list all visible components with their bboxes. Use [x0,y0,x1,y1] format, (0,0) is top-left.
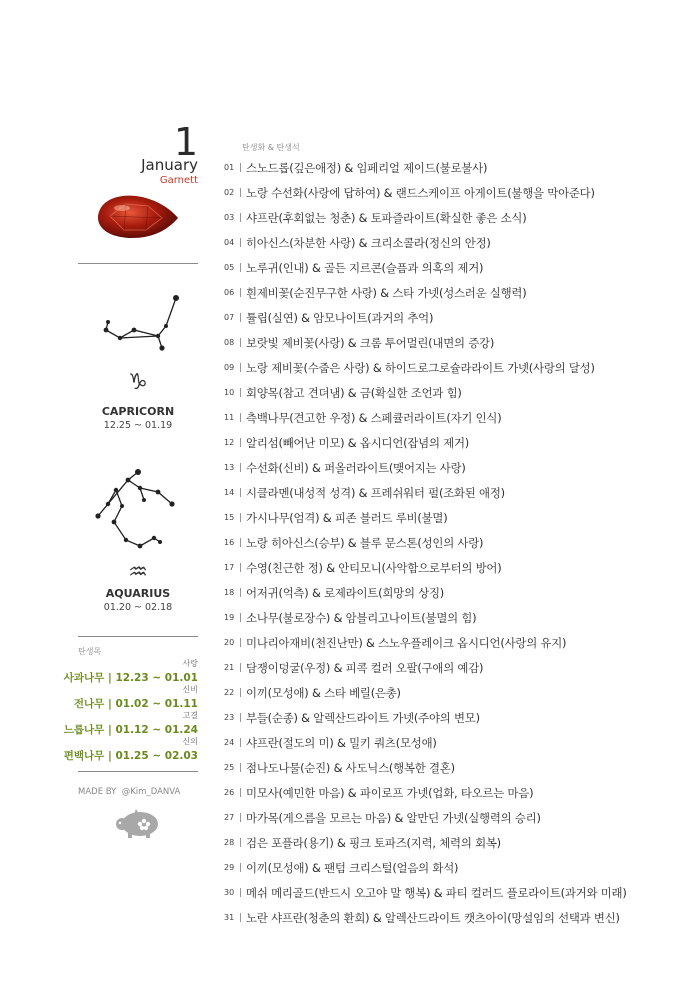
capricorn-symbol-icon: ♑ [128,370,148,395]
list-item [224,630,694,655]
capricorn-name: CAPRICORN [101,405,175,418]
flower-and-stone: 회양목(참고 견뎌냄) & 금(확실한 조언과 힘) [246,385,462,400]
day-label: 01 [224,163,235,172]
aquarius-constellation-icon [88,460,198,560]
tree-row [63,659,198,684]
tree-line: 느릅나무 | 01.12 ~ 01.24 [63,724,198,736]
day-label: 16 [224,538,235,547]
tree-range: 12.23 ~ 01.01 [115,672,198,684]
list-item [224,530,694,555]
separator: | [239,162,243,173]
month-title: January [141,156,198,174]
aquarius-date-range: 01.20 ~ 02.18 [103,602,173,613]
list-item [224,430,694,455]
flower-and-stone: 미나리아재비(천진난만) & 스노우플레이크 옵시디언(사랑의 유지) [246,635,567,650]
tree-range: 01.12 ~ 01.24 [115,724,198,736]
list-item [224,755,694,780]
flower-and-stone: 담쟁이덩굴(우정) & 피콕 컬러 오팔(구애의 예감) [246,660,484,675]
list-item [224,330,694,355]
day-label: 18 [224,588,235,597]
day-label: 10 [224,388,235,397]
flower-and-stone: 검은 포플라(용기) & 핑크 토파즈(지력, 체력의 회복) [246,835,501,850]
day-label: 03 [224,213,235,222]
day-label: 12 [224,438,235,447]
list-item [224,605,694,630]
flower-and-stone: 샤프란(절도의 미) & 밀키 쿼츠(모성애) [246,735,437,750]
list-item [224,380,694,405]
tree-line: 전나무 | 01.02 ~ 01.11 [73,698,198,710]
day-label: 05 [224,263,235,272]
birthstone-label: Garnett [159,175,198,186]
day-label: 02 [224,188,235,197]
flower-and-stone: 수선화(신비) & 퍼올러라이트(맺어지는 사랑) [246,460,466,475]
tree-meaning: 고결 [182,711,198,720]
list-item [224,730,694,755]
list-item [224,505,694,530]
flower-and-stone: 측백나무(견고한 우정) & 스페큘러라이트(자기 인식) [246,410,502,425]
tree-range: 01.25 ~ 02.03 [115,750,198,762]
aquarius-name: AQUARIUS [105,587,171,600]
separator: | [239,662,243,673]
day-label: 27 [224,813,235,822]
separator: | [239,762,243,773]
day-label: 23 [224,713,235,722]
tree-name: 전나무 [73,698,105,710]
day-label: 20 [224,638,235,647]
pig-logo-icon [114,806,164,840]
separator: | [239,337,243,348]
separator: | [239,512,243,523]
list-item [224,655,694,680]
tree-range: 01.02 ~ 01.11 [115,698,198,710]
day-label: 19 [224,613,235,622]
credit-handle: @Kim_DANVA [121,787,181,797]
list-item [224,255,694,280]
separator: | [239,312,243,323]
day-label: 07 [224,313,235,322]
tree-meaning: 사랑 [182,659,198,668]
flower-and-stone: 노랑 히아신스(승부) & 블루 문스톤(성인의 사랑) [246,535,484,550]
flower-and-stone: 메쉬 메리골드(반드시 오고야 말 행복) & 파티 컬러드 플로라이트(과거와 미래) [246,885,627,900]
separator: | [239,412,243,423]
list-item [224,880,694,905]
divider [78,263,198,264]
tree-row [73,685,198,710]
tree-name: 사과나무 [63,672,105,684]
separator: | [239,387,243,398]
flower-and-stone: 가시나무(엄격) & 피존 블러드 루비(불멸) [246,510,448,525]
day-label: 30 [224,888,235,897]
day-label: 31 [224,913,235,922]
tree-row [63,711,198,736]
day-label: 11 [224,413,235,422]
flower-and-stone: 수영(친근한 정) & 안티모니(사악함으로부터의 방어) [246,560,502,575]
list-item [224,155,694,180]
flower-and-stone: 샤프란(후회없는 청춘) & 토파즐라이트(확실한 좋은 소식) [246,210,527,225]
separator: | [239,187,243,198]
tree-meaning: 신비 [182,685,198,694]
list-item [224,180,694,205]
tree-meaning: 신의 [182,737,198,746]
day-label: 09 [224,363,235,372]
separator: | [239,437,243,448]
day-label: 24 [224,738,235,747]
tree-name: 느릅나무 [63,724,105,736]
separator: | [239,537,243,548]
divider [78,771,198,772]
flower-and-stone: 소나무(불로장수) & 암블리고나이트(불멸의 힘) [246,610,477,625]
list-item [224,455,694,480]
flower-and-stone: 어저귀(억측) & 로제라이트(희망의 상징) [246,585,445,600]
flower-and-stone: 노랑 제비꽃(수줍은 사랑) & 하이드로그로슐라라이트 가넷(사랑의 달성) [246,360,595,375]
separator: | [239,637,243,648]
tree-row [63,737,198,762]
flower-and-stone: 이끼(모성애) & 팬텀 크리스털(얼음의 화석) [246,860,459,875]
tree-line: 사과나무 | 12.23 ~ 01.01 [63,672,198,684]
flower-and-stone: 알리섬(빼어난 미모) & 옵시디언(잡념의 제거) [246,435,470,450]
separator: | [239,212,243,223]
day-label: 06 [224,288,235,297]
flower-and-stone: 미모사(예민한 마음) & 파이로프 가넷(업화, 타오르는 마음) [246,785,534,800]
separator: | [239,862,243,873]
separator: | [239,687,243,698]
flower-and-stone: 노랑 수선화(사랑에 답하여) & 랜드스케이프 아게이트(불행을 막아준다) [246,185,595,200]
list-item [224,355,694,380]
flower-and-stone: 히아신스(차분한 사랑) & 크리소콜라(정신의 안정) [246,235,491,250]
day-label: 25 [224,763,235,772]
day-label: 26 [224,788,235,797]
list-item [224,580,694,605]
day-label: 15 [224,513,235,522]
credit-line [78,787,180,797]
separator: | [239,362,243,373]
day-label: 13 [224,463,235,472]
flower-and-stone: 흰제비꽃(순진무구한 사랑) & 스타 가넷(성스러운 실행력) [246,285,527,300]
separator: | [239,812,243,823]
separator: | [239,562,243,573]
separator: | [239,887,243,898]
flower-and-stone: 노란 샤프란(청춘의 환희) & 알렉산드라이트 캣츠아이(망설임의 선택과 변신) [246,910,620,925]
separator: | [239,787,243,798]
day-label: 21 [224,663,235,672]
list-header: 탄생화 & 탄생석 [242,143,300,152]
day-label: 14 [224,488,235,497]
separator: | [239,912,243,923]
flower-and-stone: 보랏빛 제비꽃(사랑) & 크롬 투어멀린(내면의 증강) [246,335,495,350]
credit-label: MADE BY [78,787,117,797]
separator: | [239,587,243,598]
flower-and-stone: 이끼(모성애) & 스타 베릴(은총) [246,685,401,700]
flower-and-stone: 스노드롭(깊은애정) & 임페리얼 제이드(불로불사) [246,160,488,175]
separator: | [239,287,243,298]
aquarius-symbol-icon: ♒ [128,560,148,585]
day-label: 22 [224,688,235,697]
list-item [224,555,694,580]
separator: | [239,712,243,723]
day-label: 08 [224,338,235,347]
capricorn-constellation-icon [100,290,182,360]
list-item [224,230,694,255]
divider [78,636,198,637]
separator: | [239,262,243,273]
flower-and-stone: 시클라멘(내성적 성격) & 프레쉬워터 펄(조화된 애정) [246,485,505,500]
tree-name: 편백나무 [63,750,105,762]
day-label: 29 [224,863,235,872]
tree-line: 편백나무 | 01.25 ~ 02.03 [63,750,198,762]
list-item [224,405,694,430]
flower-and-stone: 튤립(실연) & 암모나이트(과거의 추억) [246,310,434,325]
flower-and-stone: 노루귀(인내) & 골든 지르콘(슬픔과 의혹의 제거) [246,260,484,275]
list-item [224,780,694,805]
separator: | [239,487,243,498]
separator: | [239,612,243,623]
list-item [224,805,694,830]
list-item [224,305,694,330]
list-item [224,855,694,880]
separator: | [239,462,243,473]
garnet-gem-image [96,192,180,240]
list-item [224,680,694,705]
flower-and-stone: 점나도나물(순진) & 사도닉스(행복한 결혼) [246,760,455,775]
list-item [224,480,694,505]
separator: | [239,837,243,848]
birth-flower-list [224,155,694,930]
separator: | [239,737,243,748]
flower-and-stone: 부들(순종) & 알렉산드라이트 가넷(주야의 변모) [246,710,480,725]
capricorn-date-range: 12.25 ~ 01.19 [103,420,173,431]
list-item [224,205,694,230]
day-label: 28 [224,838,235,847]
birth-tree-title: 탄생목 [78,647,102,656]
list-item [224,905,694,930]
list-item [224,280,694,305]
day-label: 17 [224,563,235,572]
list-item [224,830,694,855]
flower-and-stone: 마가목(게으름을 모르는 마음) & 알만딘 가넷(실행력의 승리) [246,810,541,825]
day-number: 1 [173,120,198,164]
separator: | [239,237,243,248]
day-label: 04 [224,238,235,247]
list-item [224,705,694,730]
